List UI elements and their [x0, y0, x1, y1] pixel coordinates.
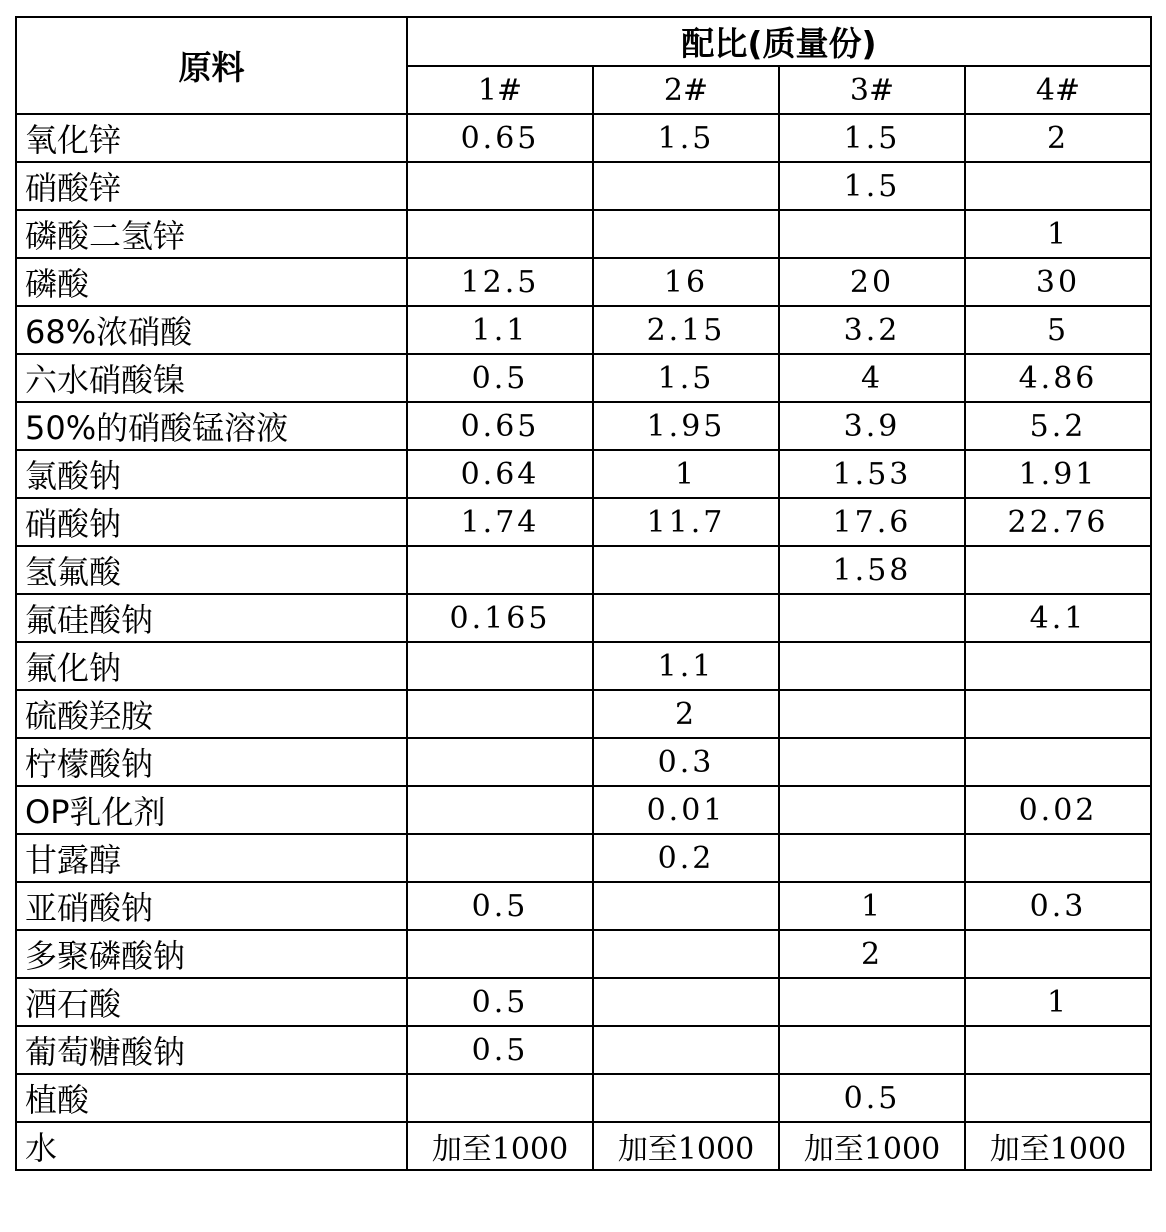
ratio-cell-1: [407, 930, 593, 978]
ratio-cell-3: [779, 738, 965, 786]
ratio-cell-3: 1.53: [779, 450, 965, 498]
table-row: [16, 306, 1151, 354]
ratio-cell-2: [593, 930, 779, 978]
table-row: [16, 450, 1151, 498]
ratio-cell-4: 4.86: [965, 354, 1151, 402]
material-header: 原料: [16, 17, 407, 114]
ratio-cell-2: 2.15: [593, 306, 779, 354]
ratio-cell-3: 3.2: [779, 306, 965, 354]
ratio-cell-4: [965, 930, 1151, 978]
ratio-cell-1: 1.74: [407, 498, 593, 546]
material-name-cell: OP乳化剂: [16, 786, 407, 834]
ratio-cell-3: [779, 978, 965, 1026]
ratio-cell-4: [965, 1026, 1151, 1074]
ratio-cell-4: 1: [965, 210, 1151, 258]
ratio-cell-2: 1.5: [593, 114, 779, 162]
material-name-cell: 硝酸锌: [16, 162, 407, 210]
material-name-cell: 多聚磷酸钠: [16, 930, 407, 978]
material-name-cell: 硝酸钠: [16, 498, 407, 546]
table-row: [16, 642, 1151, 690]
ratio-cell-4: 加至1000: [965, 1122, 1151, 1170]
ratio-cell-1: 1.1: [407, 306, 593, 354]
ratio-cell-4: 4.1: [965, 594, 1151, 642]
table-row: [16, 1026, 1151, 1074]
material-name-cell: 葡萄糖酸钠: [16, 1026, 407, 1074]
ratio-cell-2: 1.95: [593, 402, 779, 450]
material-name-cell: 硫酸羟胺: [16, 690, 407, 738]
ratio-cell-4: [965, 834, 1151, 882]
material-name-cell: 酒石酸: [16, 978, 407, 1026]
table-row: [16, 786, 1151, 834]
ratio-cell-2: 16: [593, 258, 779, 306]
table-row: [16, 114, 1151, 162]
ratio-cell-4: 5.2: [965, 402, 1151, 450]
ratio-cell-4: 5: [965, 306, 1151, 354]
ratio-cell-4: 0.3: [965, 882, 1151, 930]
ratio-cell-3: 2: [779, 930, 965, 978]
ratio-cell-3: 1: [779, 882, 965, 930]
header-row-top: [16, 17, 1151, 66]
table-row: [16, 978, 1151, 1026]
material-name-cell: 六水硝酸镍: [16, 354, 407, 402]
ratio-cell-1: [407, 210, 593, 258]
ratio-cell-3: 17.6: [779, 498, 965, 546]
material-name-cell: 氧化锌: [16, 114, 407, 162]
table-wrapper: [15, 16, 1152, 1171]
ratio-cell-1: [407, 690, 593, 738]
ratio-cell-1: 0.5: [407, 354, 593, 402]
ratio-cell-3: [779, 786, 965, 834]
ratio-cell-4: 0.02: [965, 786, 1151, 834]
table-row: [16, 930, 1151, 978]
table-row: [16, 402, 1151, 450]
ratio-cell-1: 0.5: [407, 882, 593, 930]
column-header-3: 3#: [779, 66, 965, 114]
table-row: [16, 1122, 1151, 1170]
ratio-cell-3: 1.5: [779, 114, 965, 162]
ratio-cell-1: [407, 642, 593, 690]
ratio-cell-2: [593, 162, 779, 210]
ratio-cell-3: [779, 642, 965, 690]
material-name-cell: 氯酸钠: [16, 450, 407, 498]
material-name-cell: 甘露醇: [16, 834, 407, 882]
table-body: [16, 114, 1151, 1170]
table-row: [16, 162, 1151, 210]
ratio-cell-3: 1.58: [779, 546, 965, 594]
ratio-cell-2: [593, 978, 779, 1026]
ratio-cell-2: 0.2: [593, 834, 779, 882]
ratio-cell-4: 22.76: [965, 498, 1151, 546]
material-name-cell: 50%的硝酸锰溶液: [16, 402, 407, 450]
ratio-cell-3: 1.5: [779, 162, 965, 210]
ratio-cell-2: 2: [593, 690, 779, 738]
ratio-cell-3: [779, 690, 965, 738]
ratio-cell-3: [779, 210, 965, 258]
ratio-cell-2: [593, 546, 779, 594]
ratio-cell-3: 加至1000: [779, 1122, 965, 1170]
material-name-cell: 氟化钠: [16, 642, 407, 690]
material-name-cell: 亚硝酸钠: [16, 882, 407, 930]
table-row: [16, 738, 1151, 786]
material-name-cell: 磷酸: [16, 258, 407, 306]
ratio-cell-4: [965, 690, 1151, 738]
ratio-cell-2: 1: [593, 450, 779, 498]
ratio-cell-3: [779, 594, 965, 642]
ratio-cell-4: [965, 738, 1151, 786]
ratio-cell-1: 0.165: [407, 594, 593, 642]
ratio-cell-1: [407, 162, 593, 210]
ratio-cell-2: 加至1000: [593, 1122, 779, 1170]
material-name-cell: 氟硅酸钠: [16, 594, 407, 642]
ratio-cell-4: [965, 642, 1151, 690]
column-header-4: 4#: [965, 66, 1151, 114]
ratio-cell-1: 0.64: [407, 450, 593, 498]
ratio-cell-2: [593, 210, 779, 258]
ratio-cell-2: 1.5: [593, 354, 779, 402]
ratio-cell-3: 4: [779, 354, 965, 402]
table-row: [16, 834, 1151, 882]
ratio-cell-3: 0.5: [779, 1074, 965, 1122]
ratio-cell-4: 1: [965, 978, 1151, 1026]
table-row: [16, 258, 1151, 306]
table-row: [16, 1074, 1151, 1122]
table-row: [16, 690, 1151, 738]
ratio-cell-1: [407, 786, 593, 834]
formula-table: [15, 16, 1152, 1171]
table-row: [16, 594, 1151, 642]
ratio-cell-1: 0.5: [407, 978, 593, 1026]
ratio-cell-2: [593, 1074, 779, 1122]
ratio-cell-1: [407, 738, 593, 786]
table-row: [16, 498, 1151, 546]
ratio-cell-4: 2: [965, 114, 1151, 162]
ratio-cell-2: 0.01: [593, 786, 779, 834]
material-name-cell: 柠檬酸钠: [16, 738, 407, 786]
ratio-cell-2: [593, 594, 779, 642]
ratio-cell-4: [965, 162, 1151, 210]
ratio-cell-3: [779, 1026, 965, 1074]
material-name-cell: 水: [16, 1122, 407, 1170]
ratio-cell-1: [407, 546, 593, 594]
table-row: [16, 882, 1151, 930]
ratio-cell-2: [593, 1026, 779, 1074]
ratio-cell-2: 11.7: [593, 498, 779, 546]
ratio-cell-4: [965, 1074, 1151, 1122]
ratio-cell-1: 0.5: [407, 1026, 593, 1074]
table-row: [16, 210, 1151, 258]
ratio-cell-1: 0.65: [407, 114, 593, 162]
ratio-cell-4: 1.91: [965, 450, 1151, 498]
ratio-cell-2: 1.1: [593, 642, 779, 690]
ratio-cell-1: [407, 834, 593, 882]
table-row: [16, 546, 1151, 594]
material-name-cell: 植酸: [16, 1074, 407, 1122]
column-header-1: 1#: [407, 66, 593, 114]
ratio-header: 配比(质量份): [407, 17, 1151, 66]
ratio-cell-2: 0.3: [593, 738, 779, 786]
ratio-cell-1: 加至1000: [407, 1122, 593, 1170]
ratio-cell-4: 30: [965, 258, 1151, 306]
ratio-cell-1: 12.5: [407, 258, 593, 306]
ratio-cell-1: [407, 1074, 593, 1122]
material-name-cell: 68%浓硝酸: [16, 306, 407, 354]
material-name-cell: 氢氟酸: [16, 546, 407, 594]
column-header-2: 2#: [593, 66, 779, 114]
ratio-cell-4: [965, 546, 1151, 594]
table-row: [16, 354, 1151, 402]
ratio-cell-3: 20: [779, 258, 965, 306]
ratio-cell-2: [593, 882, 779, 930]
ratio-cell-3: [779, 834, 965, 882]
material-name-cell: 磷酸二氢锌: [16, 210, 407, 258]
ratio-cell-3: 3.9: [779, 402, 965, 450]
ratio-cell-1: 0.65: [407, 402, 593, 450]
